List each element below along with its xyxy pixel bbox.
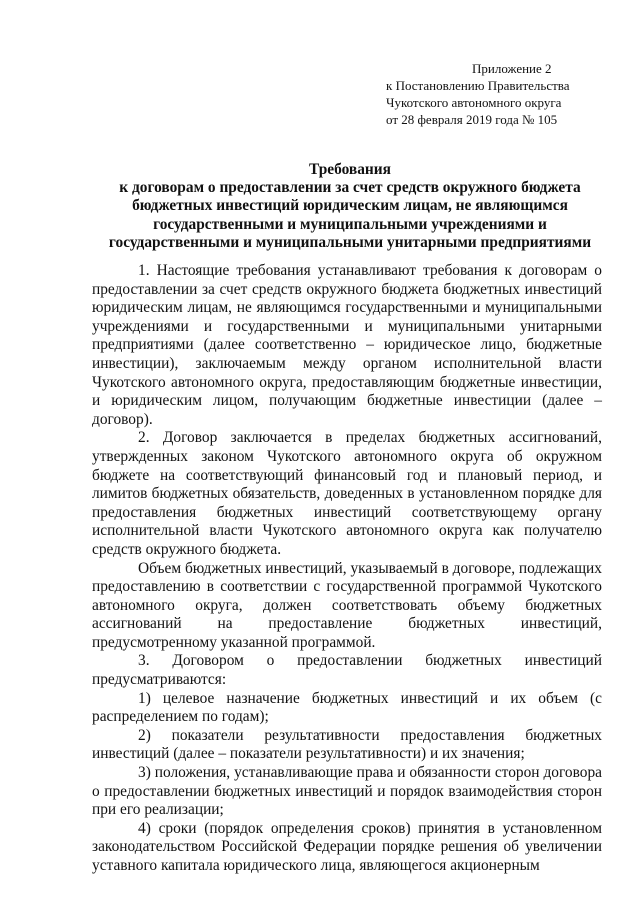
paragraph-3: 3. Договором о предоставлении бюджетных инвестиций предусматриваются: bbox=[92, 652, 602, 689]
title-line: Требования bbox=[309, 161, 391, 178]
list-item-1: 1) целевое назначение бюджетных инвестиций и их объем (с распределением по годам); bbox=[92, 689, 602, 726]
title-line: к договорам о предоставлении за счет средств окружного бюджета bbox=[119, 179, 581, 197]
annex-number: Приложение 2 bbox=[472, 61, 552, 76]
paragraph-1: 1. Настоящие требования устанавливают требования к договорам о предоставлении за счет средств окружного бюджета бюджетных инвестиций юридическим лицам, не являющимся государственными и муниципальными учреждениями и государственными и муниципальными унитарными предприятиями (далее соответственно – юридическое лицо, бюджетные инвестиции), заключаемым между органом исполнительной власти Чукотского автономного округа, предоставляющим бюджетные инвестиции, и юридическим лицом, получающим бюджетные инвестиции (далее – договор). bbox=[92, 262, 602, 428]
annex-date-number: от 28 февраля 2019 года № 105 bbox=[386, 112, 558, 127]
annex-header bbox=[386, 60, 626, 128]
annex-reference: к Постановлению Правительства bbox=[386, 78, 570, 93]
title-line: государственными и муниципальными учреждениями и bbox=[153, 215, 547, 233]
document-body bbox=[92, 262, 602, 876]
paragraph-2: 2. Договор заключается в пределах бюджетных ассигнований, утвержденных законом Чукотского автономного округа об окружном бюджете на соответствующий финансовый год и плановый период, и лимитов бюджетных обязательств, доведенных в установленном порядке для предоставления бюджетных инвестиций соответствующему органу исполнительной власти Чукотского автономного округа как получателю средств окружного бюджета. bbox=[92, 429, 602, 558]
title-line: государственными и муниципальными унитарными предприятиями bbox=[108, 233, 592, 251]
list-item-3: 3) положения, устанавливающие права и обязанности сторон договора о предоставлении бюджетных инвестиций и порядок взаимодействия сторон при его реализации; bbox=[92, 764, 602, 819]
list-item-4: 4) сроки (порядок определения сроков) принятия в установленном законодательством Российской Федерации порядке решения об увеличении уставного капитала юридического лица, являющегося акционерным bbox=[92, 819, 602, 874]
document-title bbox=[60, 161, 640, 252]
paragraph-investment-volume: Объем бюджетных инвестиций, указываемый в договоре, подлежащих предоставлению в соответствии с государственной программой Чукотского автономного округа, должен соответствовать объему бюджетных ассигнований на предоставление бюджетных инвестиций, предусмотренному указанной программой. bbox=[92, 559, 602, 651]
annex-authority: Чукотского автономного округа bbox=[386, 95, 562, 110]
list-item-2: 2) показатели результативности предоставления бюджетных инвестиций (далее – показатели результативности) и их значения; bbox=[92, 726, 602, 763]
title-line: бюджетных инвестиций юридическим лицам, не являющимся bbox=[132, 197, 568, 215]
